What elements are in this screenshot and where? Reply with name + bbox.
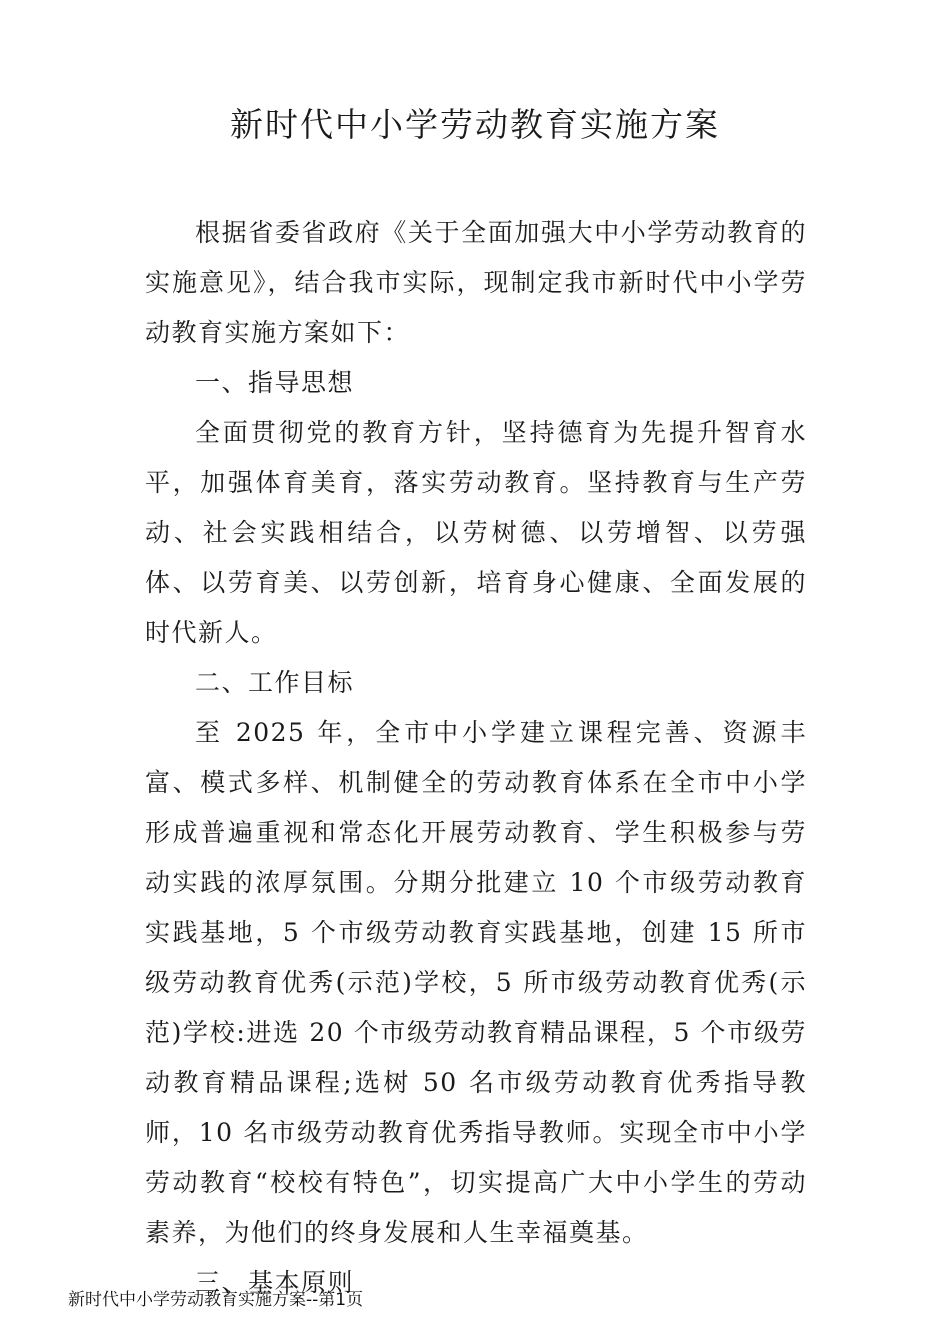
section-body-guiding-ideology: 全面贯彻党的教育方针，坚持德育为先提升智育水平，加强体育美育，落实劳动教育。坚持教育与生产劳动、社会实践相结合，以劳树德、以劳增智、以劳强体、以劳育美、以劳创新，培育身心健康、全面发展的时代新人。: [145, 418, 807, 647]
page-footer: 新时代中小学劳动教育实施方案--第1页: [68, 1290, 364, 1310]
section-body-work-goals: 至 2025 年，全市中小学建立课程完善、资源丰富、模式多样、机制健全的劳动教育体系在全市中小学形成普遍重视和常态化开展劳动教育、学生积极参与劳动实践的浓厚氛围。分期分批建立 10 个市级劳动教育实践基地，5 个市级劳动教育实践基地，创建 15 所市级劳动教育优秀(示范)学校，5 所市级劳动教育优秀(示范)学校:进选 20 个市级劳动教育精品课程，5 个市级劳动教育精品课程;选树 50 名市级劳动教育优秀指导教师，10 名市级劳动教育优秀指导教师。实现全市中小学劳动教育“校校有特色”，切实提高广大中小学生的劳动素养，为他们的终身发展和人生幸福奠基。: [145, 718, 807, 1247]
intro-paragraph: 根据省委省政府《关于全面加强大中小学劳动教育的实施意见》，结合我市实际，现制定我市新时代中小学劳动教育实施方案如下：: [145, 218, 807, 347]
section-heading-work-goals: 二、工作目标: [195, 668, 355, 697]
document-body: [145, 208, 807, 1308]
document-title: 新时代中小学劳动教育实施方案: [230, 105, 720, 144]
section-heading-guiding-ideology: 一、指导思想: [195, 368, 355, 397]
section-heading-basic-principles: 三、基本原则: [195, 1268, 355, 1297]
